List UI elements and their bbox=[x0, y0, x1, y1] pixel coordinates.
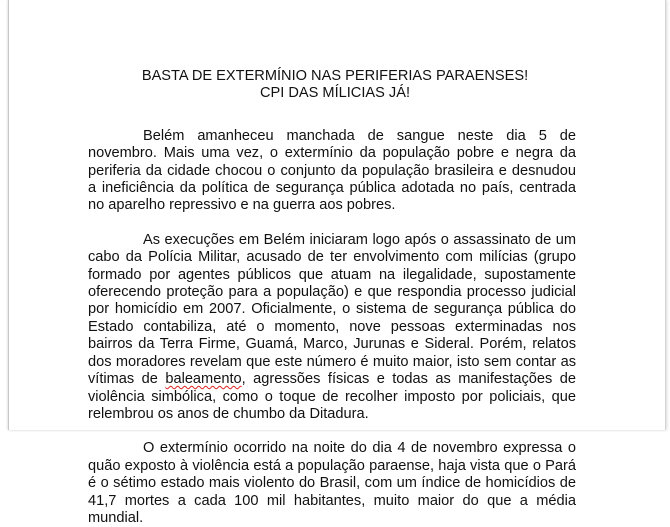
title-line-1: BASTA DE EXTERMÍNIO NAS PERIFERIAS PARAENSES! bbox=[141, 68, 529, 84]
spacer bbox=[88, 103, 576, 128]
paragraph-1: Belém amanheceu manchada de sangue neste dia 5 de novembro. Mais uma vez, o extermínio da população pobre e negra da periferia da cidade chocou o conjunto da população brasileira e desnudou a ineficiência da política de segurança pública adotada no país, centrada no aparelho repressivo e na guerra aos pobres. bbox=[88, 127, 576, 214]
paragraph-3: O extermínio ocorrido na noite do dia 4 de novembro expressa o quão exposto à violência está a população paraense, haja vista que o Pará é o sétimo estado mais violento do Brasil, com um índice de homicídios de 41,7 mortes a cada 100 mil habitantes, muito maior do que a média mundial. bbox=[88, 440, 576, 526]
spellcheck-flagged-word[interactable]: baleamento bbox=[165, 371, 242, 388]
paragraph-2-text-a: As execuções em Belém iniciaram logo após o assassinato de um cabo da Polícia Militar, acusado de ter envolvimento com milícias (grupo formado por agentes públicos que atuam na ilegalidade, supostamente oferecendo proteção para a população) e que respondia processo judicial por homicídio em 2007. Oficialmente, o sistema de segurança pública do Estado contabiliza, até o momento, nove pessoas exterminadas nos bairros da Terra Firme, Guamá, Marco, Jurunas e Sideral. Porém, relatos dos moradores revelam que este número é muito maior, isto sem contar as vítimas de bbox=[88, 231, 576, 388]
spacer bbox=[88, 423, 576, 440]
paragraph-2 bbox=[88, 232, 576, 423]
document-body[interactable] bbox=[88, 68, 576, 527]
spacer bbox=[88, 215, 576, 232]
paragraph-2-text-b: , agressões físicas e todas as manifestações de violência simbólica, como o toque de recolher imposto por policiais, que relembrou os anos de chumbo da Ditadura. bbox=[88, 371, 577, 422]
title-line-2: CPI DAS MÍLICIAS JÁ! bbox=[259, 85, 411, 102]
document-page[interactable] bbox=[8, 0, 666, 526]
